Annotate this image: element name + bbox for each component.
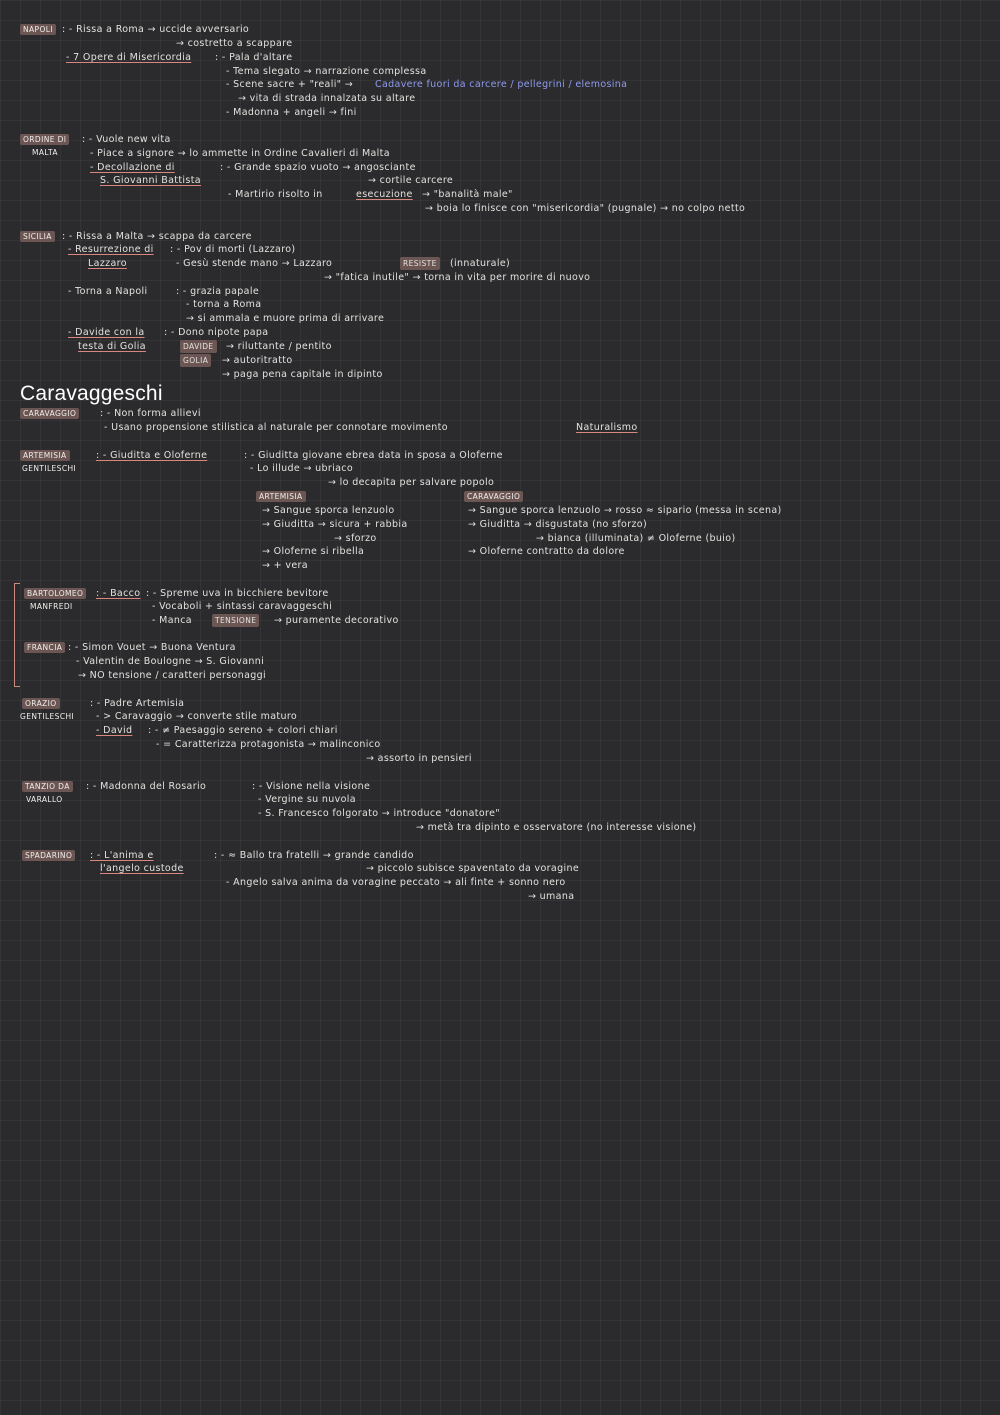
note-line-underlined: - David [96,725,133,736]
inline-badge: TENSIONE [212,614,259,627]
note-line: : - Simon Vouet → Buona Ventura [68,642,236,653]
column-tag-artemisia: ARTEMISIA [256,491,306,502]
section-tag-artemisia: ARTEMISIA [20,450,70,461]
note-line: : - Pala d'altare [215,52,293,63]
note-line: → si ammala e muore prima di arrivare [186,313,385,324]
note-line-highlight: Cadavere fuori da carcere / pellegrini / elemosina [375,79,628,90]
column-tag-caravaggio: CARAVAGGIO [464,491,523,502]
note-line: : - Rissa a Malta → scappa da carcere [62,231,252,242]
note-line: → assorto in pensieri [366,753,472,764]
note-line: → autoritratto [222,355,293,366]
note-line: - S. Francesco folgorato → introduce "donatore" [258,808,501,819]
note-line: → costretto a scappare [176,38,293,49]
note-line: - Martirio risolto in [228,189,323,200]
section-tag-napoli: NAPOLI [20,24,56,35]
note-line: : - Dono nipote papa [164,327,269,338]
note-line-underlined: - Resurrezione di [68,244,154,255]
note-line: → Giuditta → disgustata (no sforzo) [468,519,648,530]
note-line: - Vergine su nuvola [258,794,356,805]
section-tag-manfredi: BARTOLOMEO [24,588,86,599]
section-tag-artemisia-line2: GENTILESCHI [22,464,77,473]
section-tag-malta: ORDINE DI [20,134,69,145]
note-line: : - Madonna del Rosario [86,781,207,792]
note-line: : - Padre Artemisia [90,698,185,709]
note-line: → Oloferne contratto da dolore [468,546,625,557]
note-line: - torna a Roma [186,299,262,310]
note-line: - Tema slegato → narrazione complessa [226,66,427,77]
section-tag-orazio: ORAZIO [22,698,60,709]
note-line-underlined: Lazzaro [88,258,127,269]
note-line-underlined: testa di Golia [78,341,146,352]
section-tag-malta-line2: MALTA [32,148,58,157]
note-line: → NO tensione / caratteri personaggi [78,670,266,681]
note-line-underlined: S. Giovanni Battista [100,175,201,186]
section-heading: Caravaggeschi [20,382,163,405]
note-line-underlined: : - L'anima e [90,850,154,861]
note-line: → "banalità male" [422,189,513,200]
note-line: → Sangue sporca lenzuolo [262,505,395,516]
section-tag-tanzio: TANZIO DA [22,781,73,792]
note-line: : - Grande spazio vuoto → angosciante [220,162,416,173]
note-line: → + vera [262,560,308,571]
section-tag-manfredi-line2: MANFREDI [30,602,73,611]
note-line: → Oloferne si ribella [262,546,365,557]
note-line: : - Giuditta giovane ebrea data in sposa a Oloferne [244,450,503,461]
note-line: : - Spreme uva in bicchiere bevitore [146,588,329,599]
note-line: - > Caravaggio → converte stile maturo [96,711,298,722]
inline-badge: RESISTE [400,257,440,270]
note-line: - Usano propensione stilistica al naturale per connotare movimento [104,422,448,433]
note-line: - Madonna + angeli → fini [226,107,357,118]
note-line: : - ≠ Paesaggio sereno + colori chiari [148,725,338,736]
note-line: - Lo illude → ubriaco [250,463,354,474]
note-line: → umana [528,891,575,902]
note-line: : - grazia papale [176,286,260,297]
note-line: : - Non forma allievi [100,408,201,419]
note-line: - Manca [152,615,192,626]
note-line: - Angelo salva anima da voragine peccato → ali finte + sonno nero [226,877,566,888]
section-tag-spadarino: SPADARINO [22,850,75,861]
note-line: → riluttante / pentito [226,341,332,352]
note-line: → vita di strada innalzata su altare [238,93,416,104]
note-line: : - Visione nella visione [252,781,371,792]
note-line: - = Caratterizza protagonista → malinconico [156,739,381,750]
section-tag-francia: FRANCIA [24,642,65,653]
section-tag-tanzio-line2: VARALLO [26,795,63,804]
note-line-underlined: - Davide con la [68,327,145,338]
note-line: - Valentin de Boulogne → S. Giovanni [76,656,265,667]
note-line: : - Rissa a Roma → uccide avversario [62,24,250,35]
note-line: → cortile carcere [368,175,454,186]
note-line: - Vocaboli + sintassi caravaggeschi [152,601,333,612]
note-line: → paga pena capitale in dipinto [222,369,383,380]
note-line: → "fatica inutile" → torna in vita per morire di nuovo [324,272,591,283]
note-line: - Torna a Napoli [68,286,148,297]
note-line-underlined: - 7 Opere di Misericordia [66,52,192,63]
note-line: → metà tra dipinto e osservatore (no interesse visione) [416,822,697,833]
note-line-underlined: l'angelo custode [100,863,184,874]
note-line: : - Pov di morti (Lazzaro) [170,244,296,255]
note-line-underlined: esecuzione [356,189,413,200]
note-line-underlined: : - Giuditta e Oloferne [96,450,208,461]
note-line: - Piace a signore → lo ammette in Ordine Cavalieri di Malta [90,148,390,159]
note-line: - Gesù stende mano → Lazzaro [176,258,333,269]
note-line: → sforzo [334,533,377,544]
note-line-underlined: Naturalismo [576,422,638,433]
section-tag-sicilia: SICILIA [20,231,55,242]
group-bracket [14,583,20,687]
note-line: : - ≈ Ballo tra fratelli → grande candido [214,850,414,861]
note-line: → piccolo subisce spaventato da voragine [366,863,580,874]
note-line-underlined: : - Bacco [96,588,141,599]
section-tag-caravaggio: CARAVAGGIO [20,408,79,419]
inline-badge: DAVIDE [180,340,217,353]
note-line: → bianca (illuminata) ≠ Oloferne (buio) [536,533,736,544]
note-line: - Scene sacre + "reali" → [226,79,354,90]
note-line-underlined: - Decollazione di [90,162,175,173]
note-line: → lo decapita per salvare popolo [328,477,495,488]
note-line: (innaturale) [450,258,511,269]
note-line: : - Vuole new vita [82,134,171,145]
note-line: → Sangue sporca lenzuolo → rosso ≈ sipario (messa in scena) [468,505,782,516]
section-tag-orazio-line2: GENTILESCHI [20,712,75,721]
inline-badge: GOLIA [180,354,211,367]
note-line: → boia lo finisce con "misericordia" (pugnale) → no colpo netto [425,203,746,214]
note-line: → puramente decorativo [274,615,399,626]
note-line: → Giuditta → sicura + rabbia [262,519,408,530]
